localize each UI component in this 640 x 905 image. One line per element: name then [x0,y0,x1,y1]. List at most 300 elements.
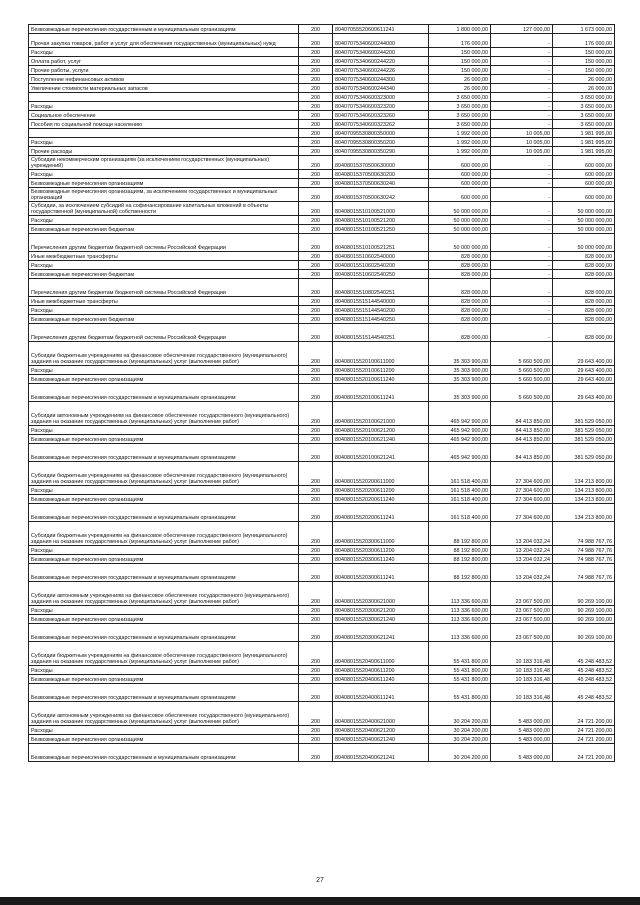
row-line-code: 200 [299,34,333,48]
row-approved-amount: 26 000,00 [429,75,491,84]
row-executed-amount: 5 483 000,00 [491,744,553,762]
row-budget-code: 80408015510100521200 [333,216,429,225]
row-approved-amount: 150 000,00 [429,66,491,75]
row-remaining-amount: 90 269 100,00 [553,624,615,642]
row-line-code: 200 [299,84,333,93]
row-name: Увеличение стоимости материальных запасов [29,84,299,93]
row-line-code: 200 [299,66,333,75]
row-name: Субсидии бюджетным учреждениям на финансовое обеспечение государственного (муниципального) задания на оказание государственных (муниципальных) услуг (выполнение работ) [29,462,299,486]
row-approved-amount: 50 000 000,00 [429,202,491,216]
row-approved-amount: 828 000,00 [429,252,491,261]
table-row [29,188,615,202]
scan-bottom-edge [0,897,640,905]
row-line-code: 200 [299,234,333,252]
row-name: Социальное обеспечение [29,111,299,120]
row-executed-amount: - [491,188,553,202]
row-line-code: 200 [299,564,333,582]
row-approved-amount: 828 000,00 [429,324,491,342]
row-budget-code: 80408015370500630200 [333,170,429,179]
table-row [29,366,615,375]
row-remaining-amount: 50 000 000,00 [553,234,615,252]
row-line-code: 200 [299,111,333,120]
row-line-code: 200 [299,615,333,624]
row-executed-amount: - [491,279,553,297]
table-row [29,375,615,384]
table-row [29,270,615,279]
row-remaining-amount: 150 000,00 [553,66,615,75]
row-budget-code: 80408015510802540251 [333,279,429,297]
row-executed-amount: 23 067 500,00 [491,606,553,615]
row-executed-amount: 13 204 032,24 [491,546,553,555]
row-name: Безвозмездные перечисления государственным и муниципальным организациям [29,744,299,762]
table-row [29,179,615,188]
row-line-code: 200 [299,675,333,684]
row-line-code: 200 [299,324,333,342]
row-budget-code: 80408015520200611000 [333,462,429,486]
row-executed-amount: 5 483 000,00 [491,726,553,735]
row-budget-code: 80408015370500630000 [333,156,429,170]
row-name: Расходы [29,102,299,111]
row-remaining-amount: 74 988 767,76 [553,522,615,546]
row-budget-code: 80408015520100611000 [333,342,429,366]
row-budget-code: 80408015520400621241 [333,744,429,762]
row-approved-amount: 161 518 400,00 [429,504,491,522]
row-remaining-amount: 26 000,00 [553,75,615,84]
row-executed-amount: - [491,216,553,225]
row-remaining-amount: 74 988 767,76 [553,546,615,555]
row-executed-amount: 10 183 316,48 [491,684,553,702]
row-budget-code: 80408015520100621241 [333,444,429,462]
row-approved-amount: 828 000,00 [429,297,491,306]
row-remaining-amount: 600 000,00 [553,170,615,179]
row-line-code: 200 [299,744,333,762]
row-remaining-amount: 1 981 995,00 [553,138,615,147]
row-line-code: 200 [299,435,333,444]
row-name: Безвозмездные перечисления бюджетам [29,270,299,279]
row-name: Безвозмездные перечисления организациям, за исключением государственных и муниципальных организаций [29,188,299,202]
row-budget-code: 80408015520300611241 [333,564,429,582]
row-approved-amount: 465 942 900,00 [429,402,491,426]
row-line-code: 200 [299,702,333,726]
row-budget-code: 80408015520200611240 [333,495,429,504]
row-remaining-amount: 134 213 800,00 [553,462,615,486]
row-name: Субсидии, за исключением субсидий на софинансирование капитальных вложений в объекты государственной (муниципальной) собственности [29,202,299,216]
row-name: Безвозмездные перечисления государственным и муниципальным организациям [29,25,299,34]
row-name: Субсидии бюджетным учреждениям на финансовое обеспечение государственного (муниципального) задания на оказание государственных (муниципальных) услуг (выполнение работ) [29,342,299,366]
row-approved-amount: 50 000 000,00 [429,216,491,225]
row-approved-amount: 465 942 900,00 [429,426,491,435]
row-name: Расходы [29,486,299,495]
row-line-code: 200 [299,252,333,261]
row-line-code: 200 [299,726,333,735]
table-row [29,504,615,522]
row-approved-amount: 26 000,00 [429,84,491,93]
row-remaining-amount: 150 000,00 [553,48,615,57]
row-executed-amount: 10 005,00 [491,138,553,147]
row-executed-amount: 23 067 500,00 [491,615,553,624]
row-approved-amount: 465 942 900,00 [429,435,491,444]
row-name: Безвозмездные перечисления организациям [29,495,299,504]
row-budget-code: 80408015520400621240 [333,735,429,744]
row-approved-amount: 35 303 900,00 [429,342,491,366]
row-name: Прочая закупка товаров, работ и услуг для обеспечения государственных (муниципальных) нужд [29,34,299,48]
row-remaining-amount: 26 000,00 [553,84,615,93]
table-row [29,48,615,57]
row-line-code: 200 [299,402,333,426]
row-budget-code: 80408015520100611241 [333,384,429,402]
row-budget-code: 80408015520100611200 [333,366,429,375]
row-line-code: 200 [299,75,333,84]
row-budget-code: 80408015515144540000 [333,297,429,306]
row-line-code: 200 [299,297,333,306]
row-approved-amount: 30 204 200,00 [429,735,491,744]
page-number: 27 [316,877,324,884]
row-name: Пособия по социальной помощи населению [29,120,299,129]
row-line-code: 200 [299,684,333,702]
row-line-code: 200 [299,486,333,495]
row-name: Безвозмездные перечисления организациям [29,555,299,564]
row-budget-code: 80408015520300621240 [333,615,429,624]
row-approved-amount: 1 992 000,00 [429,129,491,138]
row-executed-amount: - [491,315,553,324]
row-line-code: 200 [299,624,333,642]
row-name: Поступление нефинансовых активов [29,75,299,84]
table-row [29,402,615,426]
row-line-code: 200 [299,642,333,666]
row-remaining-amount: 29 643 400,00 [553,366,615,375]
row-remaining-amount: 24 721 200,00 [553,726,615,735]
row-executed-amount: 10 183 316,48 [491,666,553,675]
row-approved-amount: 1 800 000,00 [429,25,491,34]
row-approved-amount: 600 000,00 [429,179,491,188]
row-approved-amount: 55 431 800,00 [429,666,491,675]
row-budget-code: 80407075340600323200 [333,102,429,111]
row-name [29,129,299,138]
row-approved-amount: 465 942 900,00 [429,444,491,462]
row-budget-code: 80408015515144540200 [333,306,429,315]
row-line-code: 200 [299,102,333,111]
row-line-code: 200 [299,546,333,555]
row-budget-code: 80408015520300621000 [333,582,429,606]
row-approved-amount: 50 000 000,00 [429,225,491,234]
row-executed-amount: - [491,252,553,261]
row-line-code: 200 [299,504,333,522]
row-approved-amount: 828 000,00 [429,270,491,279]
row-executed-amount: - [491,170,553,179]
table-row [29,25,615,34]
row-name: Прочие работы, услуги [29,66,299,75]
row-remaining-amount: 3 650 000,00 [553,111,615,120]
row-approved-amount: 161 518 400,00 [429,495,491,504]
row-budget-code: 80407095530800350290 [333,147,429,156]
row-remaining-amount: 381 529 050,00 [553,402,615,426]
row-budget-code: 80407095530800350200 [333,138,429,147]
row-line-code: 200 [299,555,333,564]
table-row [29,297,615,306]
row-executed-amount: 23 067 500,00 [491,582,553,606]
row-executed-amount: 5 660 500,00 [491,384,553,402]
table-row [29,324,615,342]
row-name: Субсидии автономным учреждениям на финансовое обеспечение государственного (муниципального) задания на оказание государственных (муниципальных) услуг (выполнение работ) [29,402,299,426]
row-executed-amount: 27 304 600,00 [491,486,553,495]
row-budget-code: 80408015520400621200 [333,726,429,735]
table-row [29,279,615,297]
row-budget-code: 80408015520200611241 [333,504,429,522]
row-approved-amount: 88 192 800,00 [429,555,491,564]
row-line-code: 200 [299,147,333,156]
row-approved-amount: 150 000,00 [429,48,491,57]
row-remaining-amount: 828 000,00 [553,279,615,297]
row-budget-code: 80407075340600244220 [333,57,429,66]
row-remaining-amount: 24 721 200,00 [553,744,615,762]
row-executed-amount: 10 183 316,48 [491,642,553,666]
row-executed-amount: - [491,102,553,111]
row-name: Субсидии автономным учреждениям на финансовое обеспечение государственного (муниципального) задания на оказание государственных (муниципальных) услуг (выполнение работ) [29,702,299,726]
row-executed-amount: 5 483 000,00 [491,735,553,744]
row-approved-amount: 150 000,00 [429,57,491,66]
row-executed-amount: - [491,57,553,66]
row-line-code: 200 [299,202,333,216]
row-name: Безвозмездные перечисления государственным и муниципальным организациям [29,564,299,582]
row-approved-amount: 600 000,00 [429,156,491,170]
row-remaining-amount: 29 643 400,00 [553,384,615,402]
row-name [29,93,299,102]
row-line-code: 200 [299,156,333,170]
row-executed-amount: - [491,75,553,84]
table-row [29,726,615,735]
row-executed-amount: - [491,120,553,129]
row-executed-amount: - [491,297,553,306]
row-remaining-amount: 90 269 100,00 [553,615,615,624]
row-remaining-amount: 50 000 000,00 [553,202,615,216]
row-approved-amount: 113 336 600,00 [429,582,491,606]
table-row [29,84,615,93]
row-approved-amount: 161 518 400,00 [429,462,491,486]
row-approved-amount: 55 431 800,00 [429,684,491,702]
row-executed-amount: - [491,66,553,75]
row-remaining-amount: 134 213 800,00 [553,504,615,522]
row-line-code: 200 [299,138,333,147]
row-name: Расходы [29,261,299,270]
row-executed-amount: 127 000,00 [491,25,553,34]
row-line-code: 200 [299,120,333,129]
row-line-code: 200 [299,170,333,179]
row-approved-amount: 3 650 000,00 [429,93,491,102]
row-remaining-amount: 134 213 800,00 [553,486,615,495]
row-remaining-amount: 828 000,00 [553,315,615,324]
row-remaining-amount: 828 000,00 [553,261,615,270]
row-budget-code: 80407075340600323000 [333,93,429,102]
table-row [29,495,615,504]
row-line-code: 200 [299,462,333,486]
row-line-code: 200 [299,25,333,34]
row-approved-amount: 30 204 200,00 [429,702,491,726]
row-remaining-amount: 381 529 050,00 [553,444,615,462]
row-remaining-amount: 828 000,00 [553,297,615,306]
row-remaining-amount: 45 248 483,52 [553,684,615,702]
row-approved-amount: 88 192 800,00 [429,546,491,555]
row-approved-amount: 113 336 600,00 [429,615,491,624]
row-budget-code: 80408015520400611241 [333,684,429,702]
row-line-code: 200 [299,179,333,188]
row-executed-amount: 84 413 850,00 [491,402,553,426]
row-approved-amount: 828 000,00 [429,315,491,324]
row-line-code: 200 [299,444,333,462]
row-remaining-amount: 45 248 483,52 [553,675,615,684]
row-line-code: 200 [299,582,333,606]
table-row [29,234,615,252]
row-executed-amount: 84 413 850,00 [491,435,553,444]
row-remaining-amount: 176 000,00 [553,34,615,48]
table-row [29,111,615,120]
row-name: Расходы [29,306,299,315]
row-budget-code: 80408015515144540251 [333,324,429,342]
row-executed-amount: - [491,234,553,252]
row-budget-code: 80407075340600244226 [333,66,429,75]
table-row [29,306,615,315]
table-row [29,744,615,762]
row-remaining-amount: 3 650 000,00 [553,120,615,129]
row-approved-amount: 35 303 900,00 [429,375,491,384]
row-remaining-amount: 600 000,00 [553,156,615,170]
row-remaining-amount: 24 721 200,00 [553,702,615,726]
row-line-code: 200 [299,495,333,504]
row-budget-code: 80408015510100521000 [333,202,429,216]
table-row [29,384,615,402]
row-remaining-amount: 50 000 000,00 [553,225,615,234]
row-line-code: 200 [299,48,333,57]
table-row [29,426,615,435]
row-approved-amount: 55 431 800,00 [429,675,491,684]
row-approved-amount: 55 431 800,00 [429,642,491,666]
row-line-code: 200 [299,426,333,435]
row-budget-code: 80407075340600323262 [333,120,429,129]
budget-table [28,24,615,762]
row-budget-code: 80408015520300611240 [333,555,429,564]
row-budget-code: 80408015520100621200 [333,426,429,435]
row-budget-code: 80408015510100521251 [333,234,429,252]
row-approved-amount: 30 204 200,00 [429,744,491,762]
row-remaining-amount: 3 650 000,00 [553,93,615,102]
row-name: Безвозмездные перечисления государственным и муниципальным организациям [29,624,299,642]
row-line-code: 200 [299,225,333,234]
row-approved-amount: 3 650 000,00 [429,120,491,129]
row-remaining-amount: 600 000,00 [553,188,615,202]
table-row [29,156,615,170]
table-row [29,170,615,179]
row-budget-code: 80408015510602540250 [333,270,429,279]
row-remaining-amount: 45 248 483,52 [553,642,615,666]
row-executed-amount: 5 660 500,00 [491,342,553,366]
table-row [29,606,615,615]
row-remaining-amount: 29 643 400,00 [553,342,615,366]
row-budget-code: 80408015520400621000 [333,702,429,726]
row-remaining-amount: 90 269 100,00 [553,582,615,606]
row-approved-amount: 828 000,00 [429,306,491,315]
row-budget-code: 80408015520100621240 [333,435,429,444]
table-row [29,684,615,702]
table-row [29,120,615,129]
row-budget-code: 80408015510100521250 [333,225,429,234]
row-remaining-amount: 381 529 050,00 [553,435,615,444]
row-approved-amount: 828 000,00 [429,261,491,270]
row-executed-amount: - [491,202,553,216]
row-name: Безвозмездные перечисления организациям [29,179,299,188]
row-approved-amount: 113 336 600,00 [429,606,491,615]
row-remaining-amount: 50 000 000,00 [553,216,615,225]
row-name: Безвозмездные перечисления государственным и муниципальным организациям [29,684,299,702]
row-name: Расходы [29,426,299,435]
row-line-code: 200 [299,606,333,615]
row-executed-amount: - [491,306,553,315]
row-remaining-amount: 74 988 767,76 [553,555,615,564]
row-name: Безвозмездные перечисления государственным и муниципальным организациям [29,384,299,402]
row-approved-amount: 1 992 000,00 [429,138,491,147]
table-row [29,702,615,726]
row-budget-code: 80408015520300611200 [333,546,429,555]
table-row [29,444,615,462]
budget-table-body [29,25,615,762]
row-line-code: 200 [299,216,333,225]
row-approved-amount: 88 192 800,00 [429,564,491,582]
row-budget-code: 80408015520100621000 [333,402,429,426]
row-name: Расходы [29,666,299,675]
row-line-code: 200 [299,735,333,744]
row-executed-amount: 5 483 000,00 [491,702,553,726]
row-remaining-amount: 3 650 000,00 [553,102,615,111]
row-executed-amount: 10 005,00 [491,129,553,138]
table-row [29,252,615,261]
row-executed-amount: 13 204 032,24 [491,555,553,564]
row-approved-amount: 600 000,00 [429,188,491,202]
row-budget-code: 80407075340600244340 [333,84,429,93]
row-name: Безвозмездные перечисления бюджетам [29,225,299,234]
row-name: Расходы [29,170,299,179]
row-name: Безвозмездные перечисления бюджетам [29,315,299,324]
row-name: Безвозмездные перечисления организациям [29,735,299,744]
table-row [29,582,615,606]
row-name: Прочие расходы [29,147,299,156]
row-budget-code: 80408015370500630240 [333,179,429,188]
row-name: Безвозмездные перечисления государственным и муниципальным организациям [29,504,299,522]
row-approved-amount: 1 992 000,00 [429,147,491,156]
row-budget-code: 80408015515144540250 [333,315,429,324]
table-row [29,666,615,675]
row-name: Расходы [29,726,299,735]
row-name: Перечисления другим бюджетам бюджетной системы Российской Федерации [29,324,299,342]
row-executed-amount: - [491,261,553,270]
row-budget-code: 80408015520400611200 [333,666,429,675]
table-row [29,435,615,444]
table-row [29,66,615,75]
row-line-code: 200 [299,384,333,402]
row-approved-amount: 3 650 000,00 [429,102,491,111]
row-budget-code: 80408015520200611200 [333,486,429,495]
row-remaining-amount: 828 000,00 [553,270,615,279]
row-remaining-amount: 24 721 200,00 [553,735,615,744]
row-executed-amount: - [491,34,553,48]
table-row [29,615,615,624]
table-row [29,75,615,84]
row-name: Субсидии некоммерческим организациям (за исключением государственных (муниципальных) учреждений) [29,156,299,170]
row-approved-amount: 35 303 900,00 [429,384,491,402]
row-remaining-amount: 381 529 050,00 [553,426,615,435]
row-name: Перечисления другим бюджетам бюджетной системы Российской Федерации [29,279,299,297]
row-budget-code: 80408015520400611240 [333,675,429,684]
row-executed-amount: - [491,324,553,342]
row-line-code: 200 [299,306,333,315]
row-line-code: 200 [299,93,333,102]
